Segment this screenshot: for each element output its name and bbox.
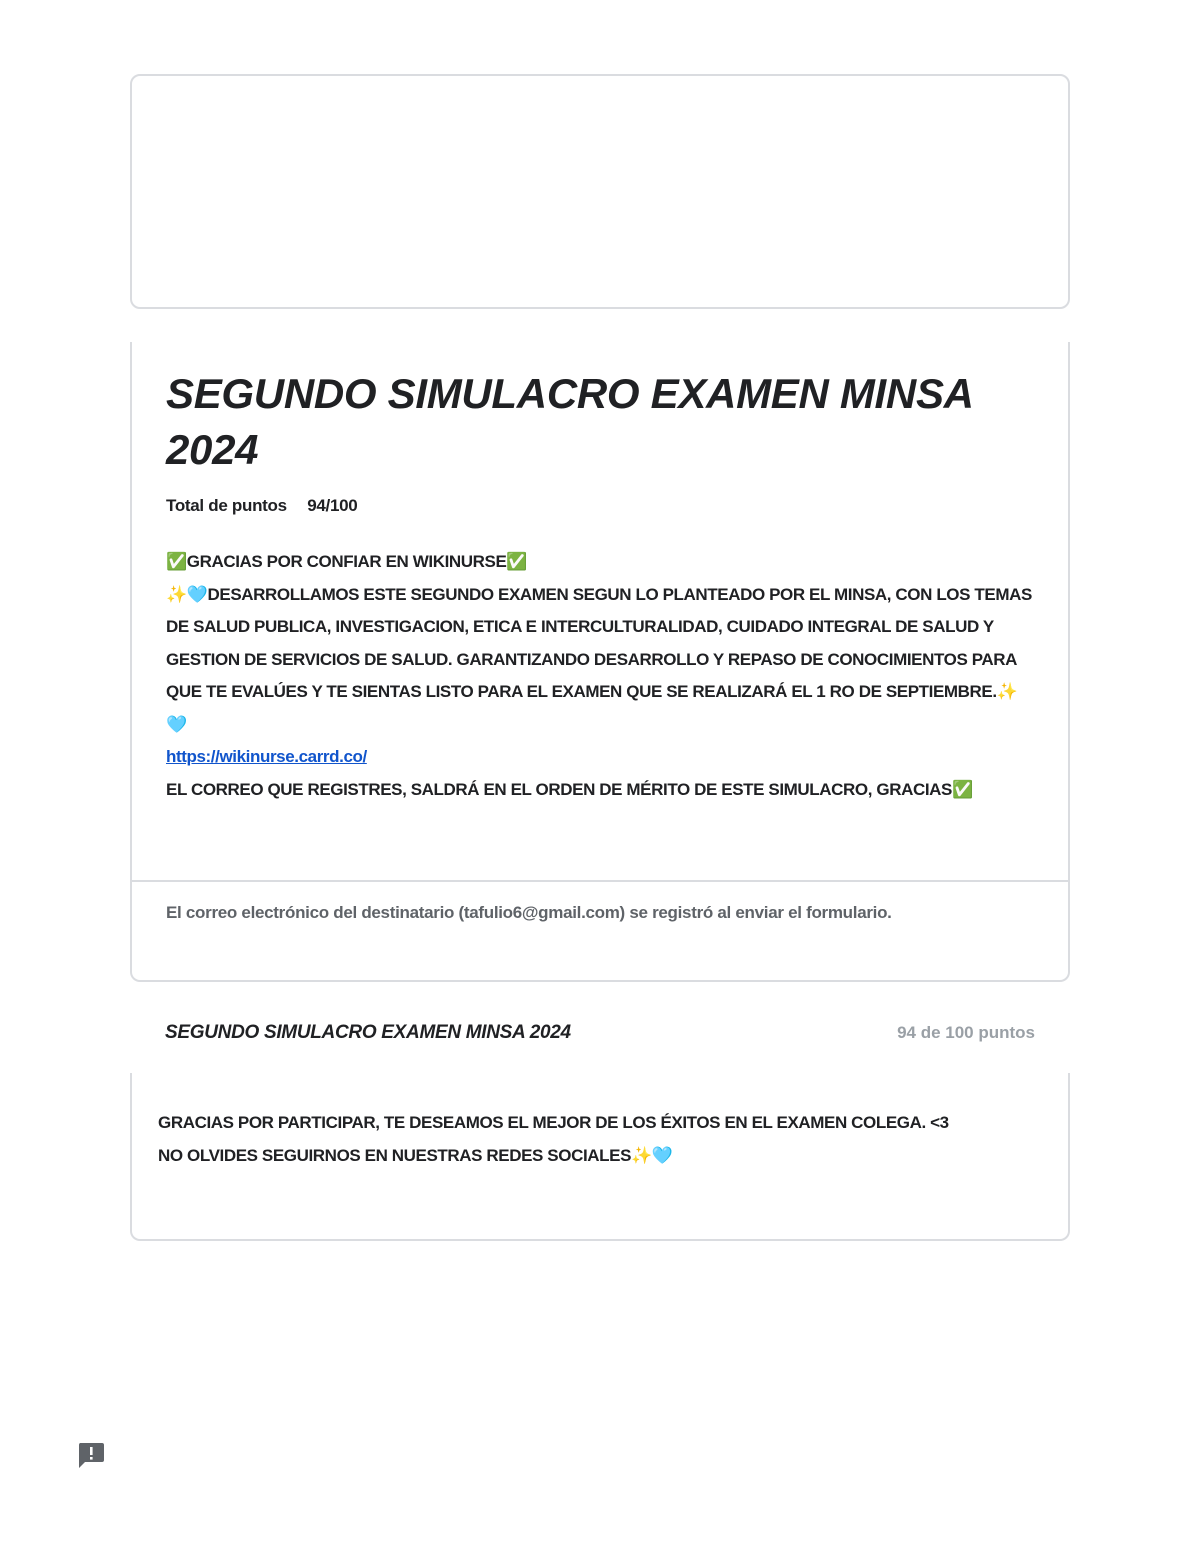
description-email-notice: EL CORREO QUE REGISTRES, SALDRÁ EN EL ORDEN DE MÉRITO DE ESTE SIMULACRO, GRACIAS✅	[166, 779, 973, 799]
final-message-card	[130, 1073, 1070, 1241]
feedback-icon[interactable]	[75, 1439, 107, 1471]
recipient-email-note: El correo electrónico del destinatario (tafulio6@gmail.com) se registró al enviar el formulario.	[166, 903, 892, 922]
description-thanks: ✅GRACIAS POR CONFIAR EN WIKINURSE✅	[166, 552, 528, 571]
section-title: SEGUNDO SIMULACRO EXAMEN MINSA 2024	[165, 1022, 571, 1043]
section-header	[165, 1022, 1035, 1052]
form-title: SEGUNDO SIMULACRO EXAMEN MINSA 2024	[166, 370, 973, 473]
divider	[132, 880, 1068, 882]
header-banner	[130, 74, 1070, 309]
wikinurse-link[interactable]: https://wikinurse.carrd.co/	[166, 747, 367, 766]
section-score: 94 de 100 puntos	[897, 1023, 1035, 1042]
feedback-icon-graphic	[75, 1439, 107, 1471]
form-header-card	[130, 342, 1070, 982]
final-message-social: NO OLVIDES SEGUIRNOS EN NUESTRAS REDES SOCIALES✨🩵	[158, 1145, 673, 1165]
form-description	[166, 546, 1034, 806]
description-body: ✨🩵DESARROLLAMOS ESTE SEGUNDO EXAMEN SEGUN LO PLANTEADO POR EL MINSA, CON LOS TEMAS DE SALUD PUBLICA, INVESTIGACION, ETICA E INTERCULTURALIDAD, CUIDADO INTEGRAL DE SALUD Y GESTION DE SERVICIOS DE SALUD. GARANTIZANDO DESARROLLO Y REPASO DE CONOCIMIENTOS PARA QUE TE EVALÚES Y TE SIENTAS LISTO PARA EL EXAMEN QUE SE REALIZARÁ EL 1 RO DE SEPTIEMBRE.✨🩵	[166, 584, 1032, 734]
total-points	[166, 496, 1034, 516]
total-points-label: Total de puntos	[166, 496, 287, 515]
total-points-value: 94/100	[307, 496, 358, 515]
final-message-thanks: GRACIAS POR PARTICIPAR, TE DESEAMOS EL MEJOR DE LOS ÉXITOS EN EL EXAMEN COLEGA. <3	[158, 1113, 949, 1132]
